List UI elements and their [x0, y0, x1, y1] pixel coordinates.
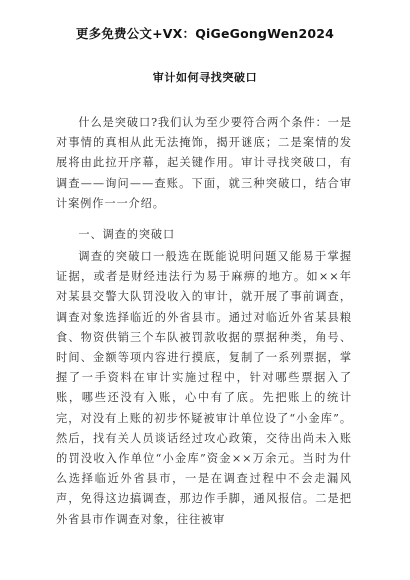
- section-heading-text: 一、调查的突破口: [78, 228, 176, 241]
- paragraph-intro: [56, 113, 352, 214]
- paragraph-text: 什么是突破口?我们认为至少要符合两个条件：一是对事情的真相从此无法掩饰，揭开谜底；二是案情的发展将由此拉开序幕，起关键作用。审计寻找突破口，有调查——询问——查账。下面，就三种突破口，结合审计案例作一一介绍。: [56, 116, 352, 210]
- document-title: 审计如何寻找突破口: [152, 71, 258, 84]
- section-heading: [56, 225, 352, 245]
- header-title: 更多免费公文+VX：QiGeGongWen2024: [75, 26, 335, 41]
- paragraph-investigation: [56, 247, 352, 530]
- paragraph-text: 调查的突破口一般选在既能说明问题又能易于掌握证据，或者是财经违法行为易于麻痹的地方。如××年对某县交警大队罚没收入的审计，就开展了事前调查，调查对象选择临近的外省县市。通过对临近外省某县粮食、物资供销三个车队被罚款收据的票据种类，角号、时间、金额等项内容进行摸底，复制了一系列票据，掌握了一手资料在审计实施过程中，针对哪些票据入了账，哪些还没有入账，心中有了底。先把账上的统计完，对没有上账的初步怀疑被审计单位设了“小金库”。然后，找有关人员谈话经过攻心政策，交待出尚未入账的罚没收入作单位“小金库”资金××万余元。当时为什么选择临近外省县市，一是在调查过程中不会走漏风声，免得这边搞调查，那边作手脚，通风报信。二是把外省县市作调查对象，往往被审: [56, 250, 352, 526]
